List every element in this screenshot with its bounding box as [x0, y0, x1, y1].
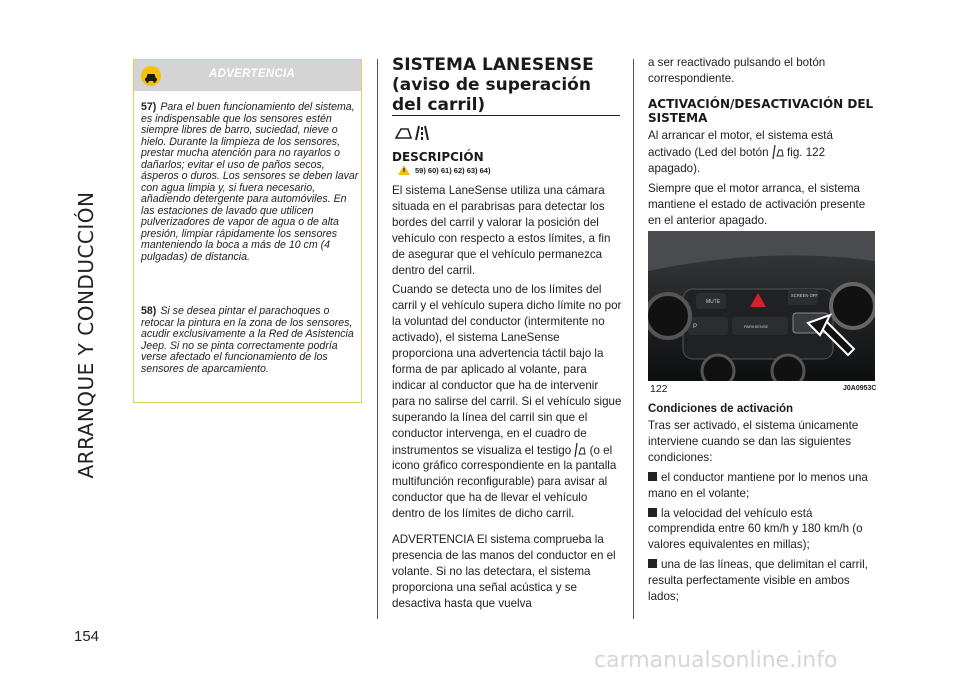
condition-item [648, 506, 878, 554]
warning-item-57 [141, 102, 361, 263]
svg-text:P: P [693, 324, 698, 330]
warning-item-num: 57) [141, 101, 157, 113]
warning-box [133, 59, 362, 403]
paragraph: El sistema LaneSense utiliza una cámara situada en el parabrisas para detectar los bordes del carril y valorar la posición del vehículo con respecto a estos límites, a fin de asegurar que el vehículo permanezca dentro del carril. [392, 184, 611, 277]
description-body [392, 183, 622, 526]
paragraph-text: fig. 122 apagado). [648, 145, 826, 175]
condition-text: la velocidad del vehículo está comprendida entre 60 km/h y 180 km/h (o valores equivalentes en millas); [648, 506, 863, 552]
warning-refs [398, 165, 490, 175]
condition-item [648, 557, 878, 605]
continued-text [648, 55, 876, 91]
warning-item-text: Para el buen funcionamiento del sistema, es indispensable que los sensores estén siempre libres de barro, suciedad, nieve o hielo. Durante la limpieza de los sensores, prestar mucha atención para no rayarlos o dañarlos; evitar el uso de paños secos, ásperos o duros. Los sensores se deben lavar con agua limpia y, si fuera necesario, añadiendo detergente para automóviles. En las estaciones de lavado que utilicen pulverizadores de vapor de agua o de alta presión, limpiar rápidamente los sensores manteniendo la boca a más de 10 cm (4 pulgadas) de distancia. [141, 101, 359, 263]
paragraph [392, 282, 622, 522]
activation-body [648, 128, 878, 232]
paragraph-text: Cuando se detecta uno de los límites del carril y el vehículo supera dicho límite no por la voluntad del conductor (intermitente no activado), el sistema LaneSense proporciona una advertencia táctil bajo la forma de par aplicado al volante, para indicar al conductor que ha de intervenir para no salirse del carril. Si el vehículo sigue superando la línea del carril sin que el conductor intervenga, en el cuadro de instrumentos se visualiza el testigo [392, 283, 622, 457]
description-heading: DESCRIPCIÓN [392, 150, 484, 164]
warning-refs-text: 59) 60) 61) 62) 63) 64) [415, 165, 491, 175]
title-rule [392, 115, 620, 116]
paragraph-text: (o el icono gráfico correspondiente en la pantalla multifunción reconfigurable) para avisar al conductor que ha de llevar el vehículo dentro de los límites de dicho carril. [392, 443, 617, 521]
section-title-block [392, 55, 620, 115]
bullet-icon [648, 472, 657, 481]
paragraph [648, 128, 878, 177]
page-number: 154 [74, 628, 100, 645]
warning-triangle-icon [398, 165, 410, 175]
warning-car-icon [141, 66, 161, 86]
watermark: carmanualsonline.info [594, 648, 838, 673]
section-title: SISTEMA LANESENSE (aviso de superación del carril) [392, 55, 594, 115]
button-label-screen-off: SCREEN OFF [791, 293, 818, 298]
advertencia-paragraph [392, 532, 622, 616]
conditions-body [648, 418, 878, 609]
lane-button-icon [772, 144, 784, 160]
warning-item-num: 58) [141, 305, 157, 317]
bullet-icon [648, 508, 657, 517]
condition-text: una de las líneas, que delimitan el carril, resulta perfectamente visible en ambos lados; [648, 558, 868, 604]
paragraph: Siempre que el motor arranca, el sistema mantiene el estado de activación presente en el anterior apagado. [648, 181, 866, 227]
figure-122-photo [648, 231, 875, 381]
lanesense-icon [392, 120, 432, 144]
figure-number: 122 [650, 383, 668, 395]
warning-header [134, 60, 361, 91]
section-side-title-text: ARRANQUE Y CONDUCCIÓN [74, 191, 98, 479]
conditions-heading: Condiciones de activación [648, 403, 794, 415]
paragraph: ADVERTENCIA El sistema comprueba la presencia de las manos del conductor en el volante. Si no las detectara, el sistema proporciona una señal acústica y se desactiva hasta que vuelva [392, 533, 616, 610]
warning-item-text: Si se desea pintar el parachoques o retocar la pintura en la zona de los sensores, acudir exclusivamente a la Red de Asistencia Jeep. Si no se pinta correctamente podría verse afectado el funcionamiento de los sensores de aparcamiento. [141, 305, 354, 375]
condition-text: el conductor mantiene por lo menos una mano en el volante; [648, 470, 868, 500]
paragraph-text: Al arrancar el motor, el sistema está activado (Led del botón [648, 129, 833, 159]
warning-item-58 [141, 306, 361, 375]
activation-heading: ACTIVACIÓN/DESACTIVACIÓN DEL SISTEMA [648, 97, 874, 125]
warning-title: ADVERTENCIA [209, 68, 296, 80]
button-label-parksense: PARKSENSE [744, 324, 769, 329]
lane-warning-icon [574, 442, 586, 458]
condition-item [648, 470, 878, 502]
paragraph: a ser reactivado pulsando el botón correspondiente. [648, 56, 826, 85]
button-label-mute: MUTE [706, 299, 721, 305]
figure-code: J0A0953C [843, 385, 877, 392]
paragraph: Tras ser activado, el sistema únicamente interviene cuando se dan las siguientes condiciones: [648, 419, 859, 464]
column-divider [377, 59, 378, 619]
bullet-icon [648, 559, 657, 568]
column-divider [633, 59, 634, 619]
